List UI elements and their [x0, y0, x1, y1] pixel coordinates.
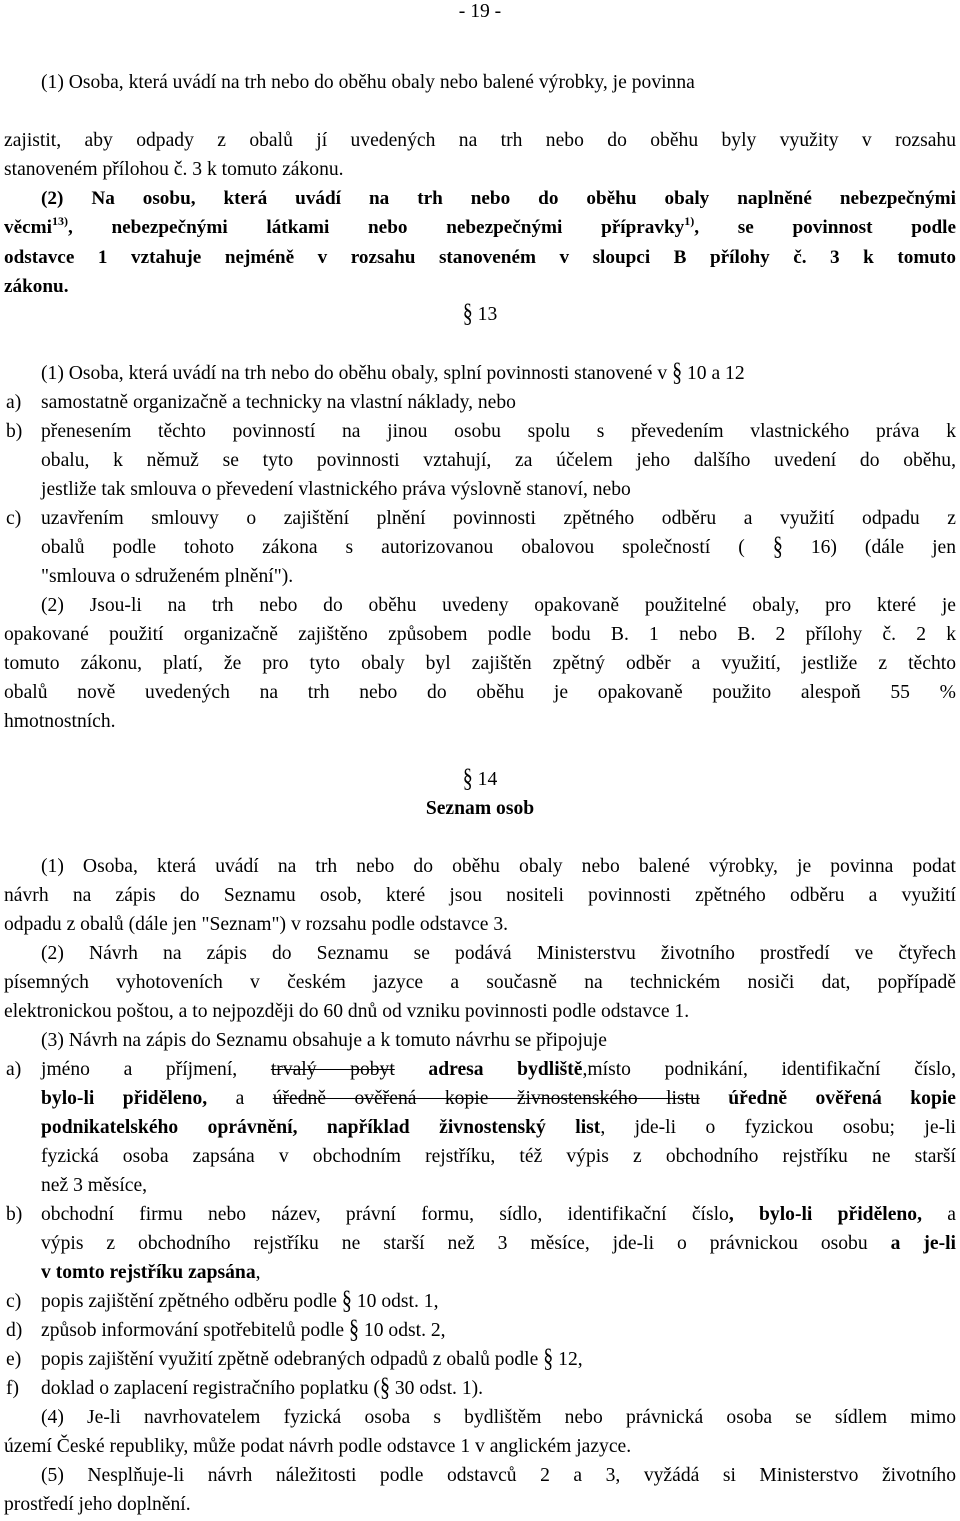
text: opakované použití organizačně zajištěno způsobem podle bodu B. 1 nebo B. 2 přílohy č. 2 k [4, 624, 956, 645]
text: (2) Jsou-li na trh nebo do oběhu uvedeny opakovaně použitelné obaly, pro které je [41, 595, 956, 616]
page-number: - 19 - [458, 1, 502, 22]
text: tomuto zákonu, platí, že pro tyto obaly byl zajištěn zpětný odběr a využití, jestliže z těchto [4, 653, 956, 674]
text: než 3 měsíce, [41, 1175, 148, 1196]
section-number: 14 [477, 769, 498, 790]
text: odpadu z obalů (dále jen "Seznam") v rozsahu podle odstavce 3. [4, 914, 509, 935]
text [41, 533, 956, 562]
sec14-item-c [0, 1287, 960, 1316]
text: (1) Osoba, která uvádí na trh nebo do oběhu obaly nebo balené výrobky, je povinna [41, 72, 695, 93]
text: způsob informování spotřebitelů podle [41, 1320, 345, 1341]
sec13-item-a [0, 388, 960, 417]
text: obalů nově uvedených na trh nebo do oběhu je opakovaně použito alespoň 55 % [4, 682, 956, 703]
text: 10 odst. 1, [356, 1291, 439, 1312]
sec13-item-c-line2 [0, 533, 960, 562]
sec13-item-b-line2 [0, 446, 960, 475]
sec14-item-b-line1 [0, 1200, 960, 1229]
text [4, 213, 956, 242]
sec14-item-f [0, 1374, 960, 1403]
sec12-p2-line2 [0, 213, 960, 242]
inserted-text: úředně ověřená kopie [728, 1088, 957, 1109]
sec12-p1-line1 [0, 68, 960, 97]
sec14-item-a-line2 [0, 1084, 960, 1113]
text: (3) Návrh na zápis do Seznamu obsahuje a k tomuto návrhu se připojuje [41, 1030, 607, 1051]
text: popis zajištění zpětného odběru podle [41, 1291, 338, 1312]
section-sign: § [772, 532, 783, 562]
sec14-p1-line1 [0, 852, 960, 881]
text: "smlouva o sdruženém plnění"). [41, 566, 294, 587]
sec14-item-a-line3 [0, 1113, 960, 1142]
sec13-item-b-line1 [0, 417, 960, 446]
sec14-p1-line2 [0, 881, 960, 910]
sec14-p4-line1 [0, 1403, 960, 1432]
section-sign: § [341, 1286, 352, 1316]
text: a [947, 1204, 956, 1225]
text: písemných vyhotoveních v českém jazyce a současně na technickém nosiči dat, popřípadě [4, 972, 956, 993]
sec13-item-c-line1 [0, 504, 960, 533]
text: , se povinnost podle [694, 217, 957, 238]
section-sign: § [462, 764, 473, 794]
text: 16) (dále jen [810, 537, 957, 558]
sec14-item-b-line3 [0, 1258, 960, 1287]
sec13-item-b-line3 [0, 475, 960, 504]
text: přenesením těchto povinností na jinou osobu spolu s převedením vlastnického práva k [41, 421, 956, 442]
sec13-p2-line1 [0, 591, 960, 620]
sec14-p1-line3 [0, 910, 960, 939]
sec14-p2-line1 [0, 939, 960, 968]
section-sign: § [462, 299, 473, 329]
text: 10 a 12 [686, 363, 745, 384]
list-marker: d) [6, 1320, 23, 1341]
sec13-p2-line2 [0, 620, 960, 649]
text: , [255, 1262, 261, 1283]
inserted-text: podnikatelského oprávnění, například živnostenský list [41, 1117, 601, 1138]
text: jestliže tak smlouva o převedení vlastnického práva výslovně stanoví, nebo [41, 479, 631, 500]
sec12-p2-line3 [0, 243, 960, 272]
text: doklad o zaplacení registračního poplatku ( [41, 1378, 380, 1399]
list-marker: b) [6, 421, 23, 442]
sec14-item-b-line2 [0, 1229, 960, 1258]
text: uzavřením smlouvy o zajištění plnění povinnosti zpětného odběru a využití odpadu z [41, 508, 956, 529]
text [41, 1345, 583, 1374]
text: zajistit, aby odpady z obalů jí uvedených na trh nebo do oběhu byly využity v rozsahu [4, 130, 956, 151]
text: obalu, k němuž se tyto povinnosti vztahují, za účelem jeho dalšího uvedení do oběhu, [41, 450, 956, 471]
sec14-item-e [0, 1345, 960, 1374]
text: (1) Osoba, která uvádí na trh nebo do oběhu obaly, splní povinnosti stanovené v [41, 363, 668, 384]
text: stanoveném přílohou č. 3 k tomuto zákonu. [4, 159, 344, 180]
text: (2) Na osobu, která uvádí na trh nebo do oběhu obaly naplněné nebezpečnými [41, 188, 956, 209]
text: ,místo podnikání, identifikační číslo, [582, 1059, 957, 1080]
sec13-item-c-line3 [0, 562, 960, 591]
list-marker: a) [6, 392, 22, 413]
sec14-p4-line2 [0, 1432, 960, 1461]
section-number: 13 [477, 304, 498, 325]
sec12-p1-line2 [0, 126, 960, 155]
text: jméno a příjmení, [41, 1059, 238, 1080]
text [41, 1374, 483, 1403]
sec13-p1 [0, 359, 960, 388]
list-marker: b) [6, 1204, 23, 1225]
text: (4) Je-li navrhovatelem fyzická osoba s bydlištěm nebo právnická osoba se sídlem mimo [41, 1407, 956, 1428]
inserted-text: , bylo-li přiděleno, [728, 1204, 923, 1225]
text: popis zajištění využití zpětně odebraných odpadů z obalů podle [41, 1349, 539, 1370]
text [41, 1084, 956, 1113]
text: a [235, 1088, 245, 1109]
sec13-p2-line5 [0, 707, 960, 736]
inserted-text: bylo-li přiděleno, [41, 1088, 208, 1109]
text: území České republiky, může podat návrh podle odstavce 1 v anglickém jazyce. [4, 1436, 632, 1457]
sec12-p2-line4 [0, 272, 960, 301]
sec12-p1-line3 [0, 155, 960, 184]
text: 30 odst. 1). [394, 1378, 484, 1399]
text: odstavce 1 vztahuje nejméně v rozsahu stanoveném v sloupci B přílohy č. 3 k tomuto [4, 247, 956, 268]
text: elektronickou poštou, a to nejpozději do 60 dnů od vzniku povinnosti podle odstavce 1. [4, 1001, 690, 1022]
sec14-p3 [0, 1026, 960, 1055]
sec14-p2-line2 [0, 968, 960, 997]
text [41, 1258, 261, 1287]
text [41, 1055, 956, 1084]
text: samostatně organizačně a technicky na vlastní náklady, nebo [41, 392, 516, 413]
inserted-text: a je-li [890, 1233, 956, 1254]
list-marker: e) [6, 1349, 22, 1370]
footnote-ref: 1) [684, 214, 695, 228]
section-heading-14 [0, 765, 960, 794]
text [41, 1113, 956, 1142]
section-sign: § [349, 1315, 360, 1345]
sec13-p2-line4 [0, 678, 960, 707]
sec14-p5-line2 [0, 1490, 960, 1519]
deleted-text: trvalý pobyt [270, 1059, 395, 1080]
text: 12, [558, 1349, 583, 1370]
text: zákonu. [4, 276, 69, 297]
sec14-item-a-line4 [0, 1142, 960, 1171]
inserted-text: adresa bydliště [428, 1059, 583, 1080]
sec13-p2-line3 [0, 649, 960, 678]
sec12-p2-line1 [0, 184, 960, 213]
section-title: Seznam osob [425, 798, 535, 819]
sec14-item-d [0, 1316, 960, 1345]
text: , jde-li o fyzickou osobu; je-li [600, 1117, 956, 1138]
sec14-p2-line3 [0, 997, 960, 1026]
section-heading-13 [0, 300, 960, 329]
text: 10 odst. 2, [363, 1320, 446, 1341]
text: (5) Nesplňuje-li návrh náležitosti podle odstavců 2 a 3, vyžádá si Ministerstvo životního [41, 1465, 956, 1486]
deleted-text: úředně ověřená kopie živnostenského listu [272, 1088, 700, 1109]
text: (1) Osoba, která uvádí na trh nebo do oběhu obaly nebo balené výrobky, je povinna podat [41, 856, 956, 877]
list-marker: a) [6, 1059, 22, 1080]
text [41, 1287, 438, 1316]
footnote-ref: 13) [51, 214, 68, 228]
text: věcmi [4, 217, 52, 238]
text: , nebezpečnými látkami nebo nebezpečnými přípravky [67, 217, 685, 238]
list-marker: c) [6, 508, 22, 529]
text [41, 1229, 956, 1258]
text: výpis z obchodního rejstříku ne starší než 3 měsíce, jde-li o právnickou osobu [41, 1233, 868, 1254]
text: obalů podle tohoto zákona s autorizovanou obalovou společností ( [41, 537, 745, 558]
text [41, 1200, 956, 1229]
list-marker: f) [6, 1378, 20, 1399]
section-sign: § [379, 1373, 390, 1403]
list-marker: c) [6, 1291, 22, 1312]
section-sign: § [672, 358, 683, 388]
section-sign: § [543, 1344, 554, 1374]
text: návrh na zápis do Seznamu osob, které jsou nositeli povinnosti zpětného odběru a využití [4, 885, 956, 906]
text [41, 1316, 446, 1345]
inserted-text: v tomto rejstříku zapsána [41, 1262, 256, 1283]
text [41, 359, 745, 388]
text: obchodní firmu nebo název, právní formu, sídlo, identifikační číslo [41, 1204, 729, 1225]
text: (2) Návrh na zápis do Seznamu se podává Ministerstvu životního prostředí ve čtyřech [41, 943, 956, 964]
text: prostředí jeho doplnění. [4, 1494, 191, 1515]
text: hmotnostních. [4, 711, 116, 732]
sec14-item-a-line5 [0, 1171, 960, 1200]
sec14-item-a-line1 [0, 1055, 960, 1084]
sec14-p5-line1 [0, 1461, 960, 1490]
text: fyzická osoba zapsána v obchodním rejstříku, též výpis z obchodního rejstříku ne starší [41, 1146, 956, 1167]
